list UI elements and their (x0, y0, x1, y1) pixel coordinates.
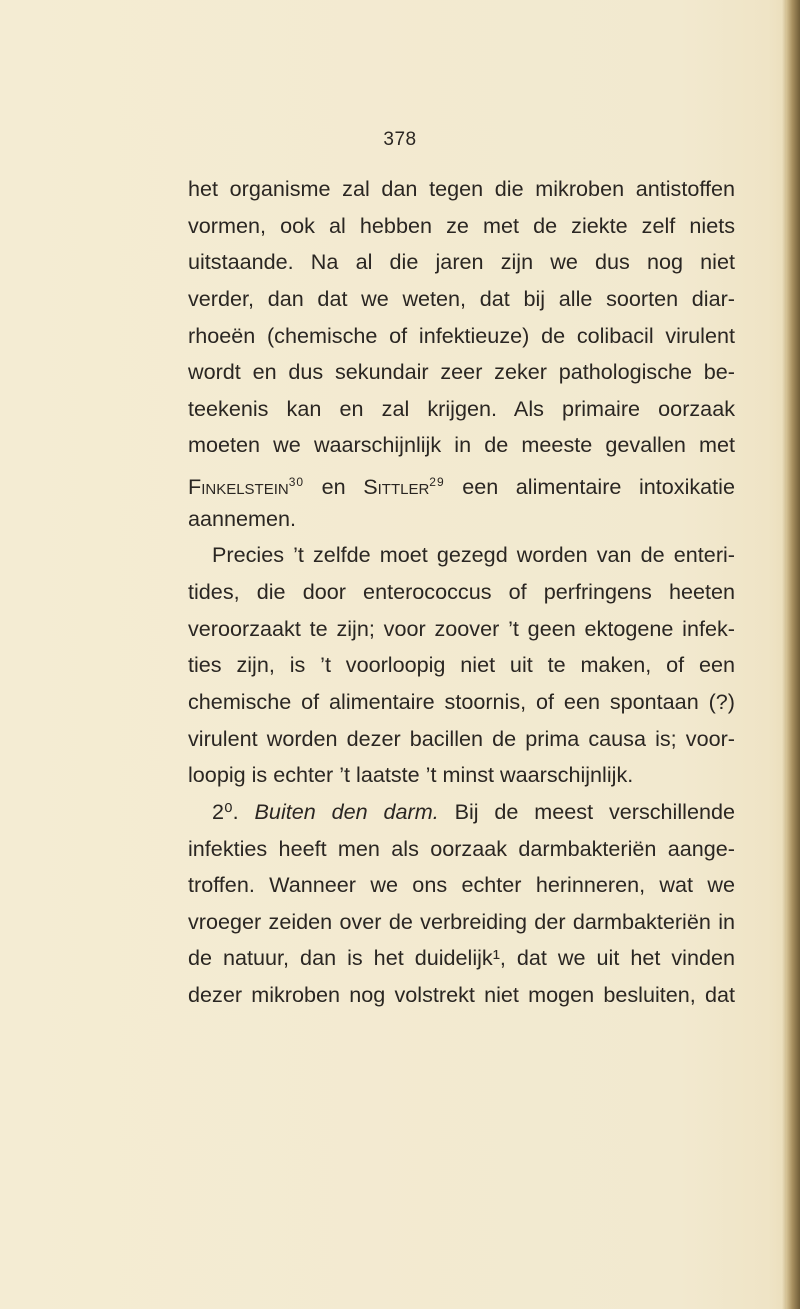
text-line: vormen, ook al hebben ze met de ziekte zelf niets (188, 212, 735, 238)
text-line: tides, die door enterococcus of perfringens heeten (188, 579, 735, 605)
text-line: dezer mikroben nog volstrekt niet mogen besluiten, dat (188, 982, 735, 1008)
text-line: loopig is echter ’t laatste ’t minst waarschijnlijk. (188, 762, 634, 788)
reference-number: 29 (429, 475, 445, 490)
text-line: veroorzaakt te zijn; voor zoover ’t geen ektogene infek- (188, 615, 735, 641)
text-fragment: Bij de meest verschillende (454, 798, 735, 824)
page-number: 378 (383, 129, 417, 150)
body-text (188, 171, 735, 1014)
text-line: infekties heeft men als oorzaak darmbakteriën aange- (188, 835, 735, 861)
text-line: moeten we waarschijnlijk in de meeste gevallen met (188, 432, 735, 458)
text-line: teekenis kan en zal krijgen. Als primaire oorzaak (188, 395, 735, 421)
text-line: wordt en dus sekundair zeer zeker pathologische be- (188, 359, 735, 385)
text-line: uitstaande. Na al die jaren zijn we dus nog niet (188, 249, 735, 275)
text-line: het organisme zal dan tegen die mikroben antistoffen (188, 176, 735, 201)
text-line: Precies ’t zelfde moet gezegd worden van de enteri- (212, 542, 735, 568)
text-line: aannemen. (188, 505, 297, 531)
section-heading: Buiten den darm. (254, 798, 439, 824)
author-name: Sittler (363, 474, 430, 500)
section-line (188, 794, 735, 831)
text-line: chemische of alimentaire stoornis, of een spontaan (?) (188, 688, 735, 714)
text-line: vroeger zeiden over de verbreiding der darmbakteriën in (188, 908, 735, 934)
text-fragment: een alimentaire intoxikatie (444, 474, 735, 500)
text-line: verder, dan dat we weten, dat bij alle soorten diar- (188, 285, 735, 311)
text-line: rhoeën (chemische of infektieuze) de colibacil virulent (188, 322, 735, 348)
section-number: 2⁰. (212, 798, 239, 824)
text-line: de natuur, dan is het duidelijk¹, dat we uit het vinden (188, 945, 735, 971)
author-name: Finkelstein (188, 474, 289, 500)
text-line: troffen. Wanneer we ons echter herinneren, wat we (188, 872, 735, 898)
text-line: virulent worden dezer bacillen de prima causa is; voor- (188, 725, 735, 751)
text-line: ties zijn, is ’t voorloopig niet uit te maken, of een (188, 652, 735, 678)
text-line-citations (188, 464, 735, 501)
reference-number: 30 (288, 475, 305, 490)
page-edge (786, 0, 800, 1309)
text-fragment: en (304, 474, 364, 500)
